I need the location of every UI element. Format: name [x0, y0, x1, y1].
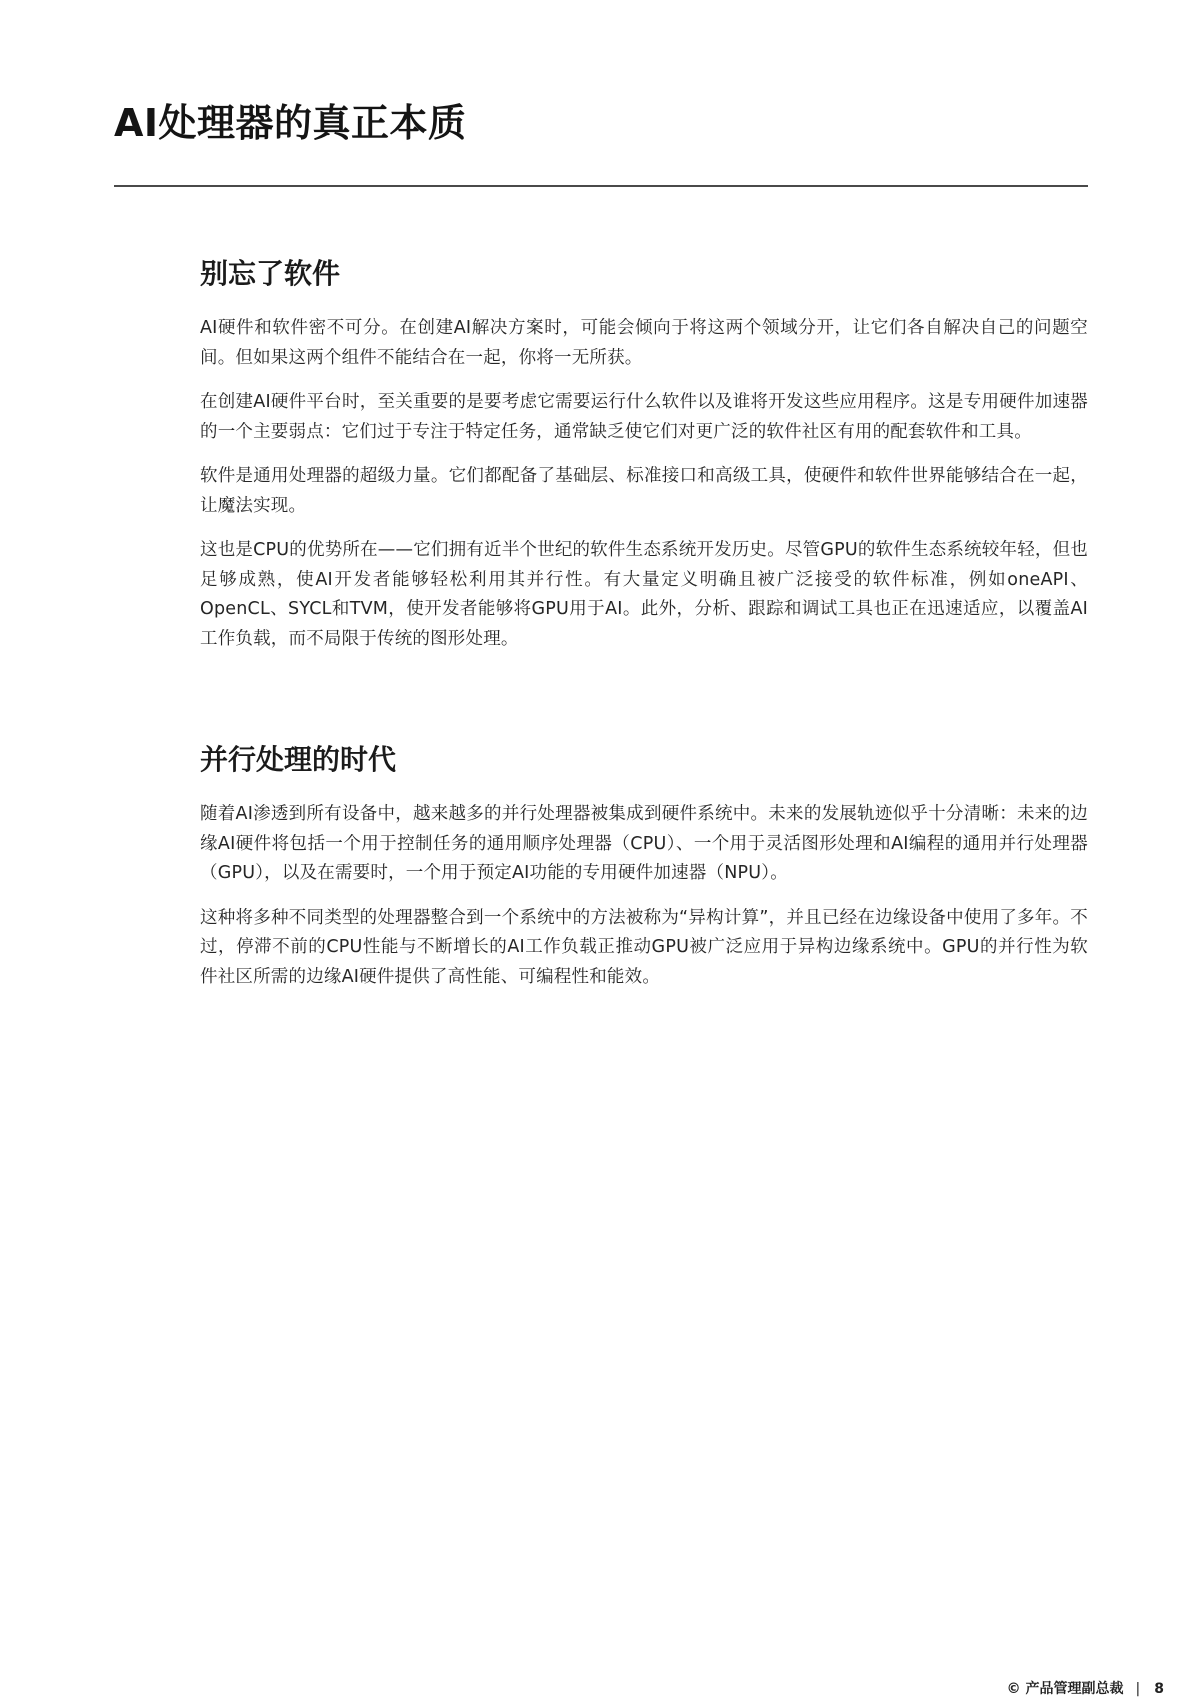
paragraph: 软件是通用处理器的超级力量。它们都配备了基础层、标准接口和高级工具，使硬件和软件世界能够结合在一起，让魔法实现。	[200, 466, 1088, 516]
paragraph: 这种将多种不同类型的处理器整合到一个系统中的方法被称为“异构计算”，并且已经在边缘设备中使用了多年。不过，停滞不前的CPU性能与不断增长的AI工作负载正推动GPU被广泛应用于异构边缘系统中。GPU的并行性为软件社区所需的边缘AI硬件提供了高性能、可编程性和能效。	[200, 907, 1088, 987]
section-software	[200, 256, 1088, 669]
section-heading: 别忘了软件	[200, 257, 341, 290]
paragraph: 随着AI渗透到所有设备中，越来越多的并行处理器被集成到硬件系统中。未来的发展轨迹似乎十分清晰：未来的边缘AI硬件将包括一个用于控制任务的通用顺序处理器（CPU）、一个用于灵活图形处理和AI编程的通用并行处理器（GPU），以及在需要时，一个用于预定AI功能的专用硬件加速器（NPU）。	[200, 804, 1088, 884]
footer-separator: |	[1135, 1681, 1141, 1697]
footer-copyright: © 产品管理副总裁	[1006, 1681, 1124, 1697]
paragraph: AI硬件和软件密不可分。在创建AI解决方案时，可能会倾向于将这两个领域分开，让它们各自解决自己的问题空间。但如果这两个组件不能结合在一起，你将一无所获。	[200, 318, 1088, 368]
title-divider	[114, 185, 1088, 187]
section-heading: 并行处理的时代	[200, 743, 397, 776]
paragraph: 在创建AI硬件平台时，至关重要的是要考虑它需要运行什么软件以及谁将开发这些应用程序。这是专用硬件加速器的一个主要弱点：它们过于专注于特定任务，通常缺乏使它们对更广泛的软件社区有用的配套软件和工具。	[200, 392, 1088, 442]
paragraph: 这也是CPU的优势所在——它们拥有近半个世纪的软件生态系统开发历史。尽管GPU的软件生态系统较年轻，但也足够成熟，使AI开发者能够轻松利用其并行性。有大量定义明确且被广泛接受的软件标准，例如oneAPI、OpenCL、SYCL和TVM，使开发者能够将GPU用于AI。此外，分析、跟踪和调试工具也正在迅速适应，以覆盖AI工作负载，而不局限于传统的图形处理。	[200, 540, 1088, 649]
page-number: 8	[1154, 1681, 1164, 1697]
page-footer	[1007, 1682, 1164, 1696]
page-title: AI处理器的真正本质	[114, 101, 467, 145]
section-parallel-processing	[200, 742, 1088, 1007]
